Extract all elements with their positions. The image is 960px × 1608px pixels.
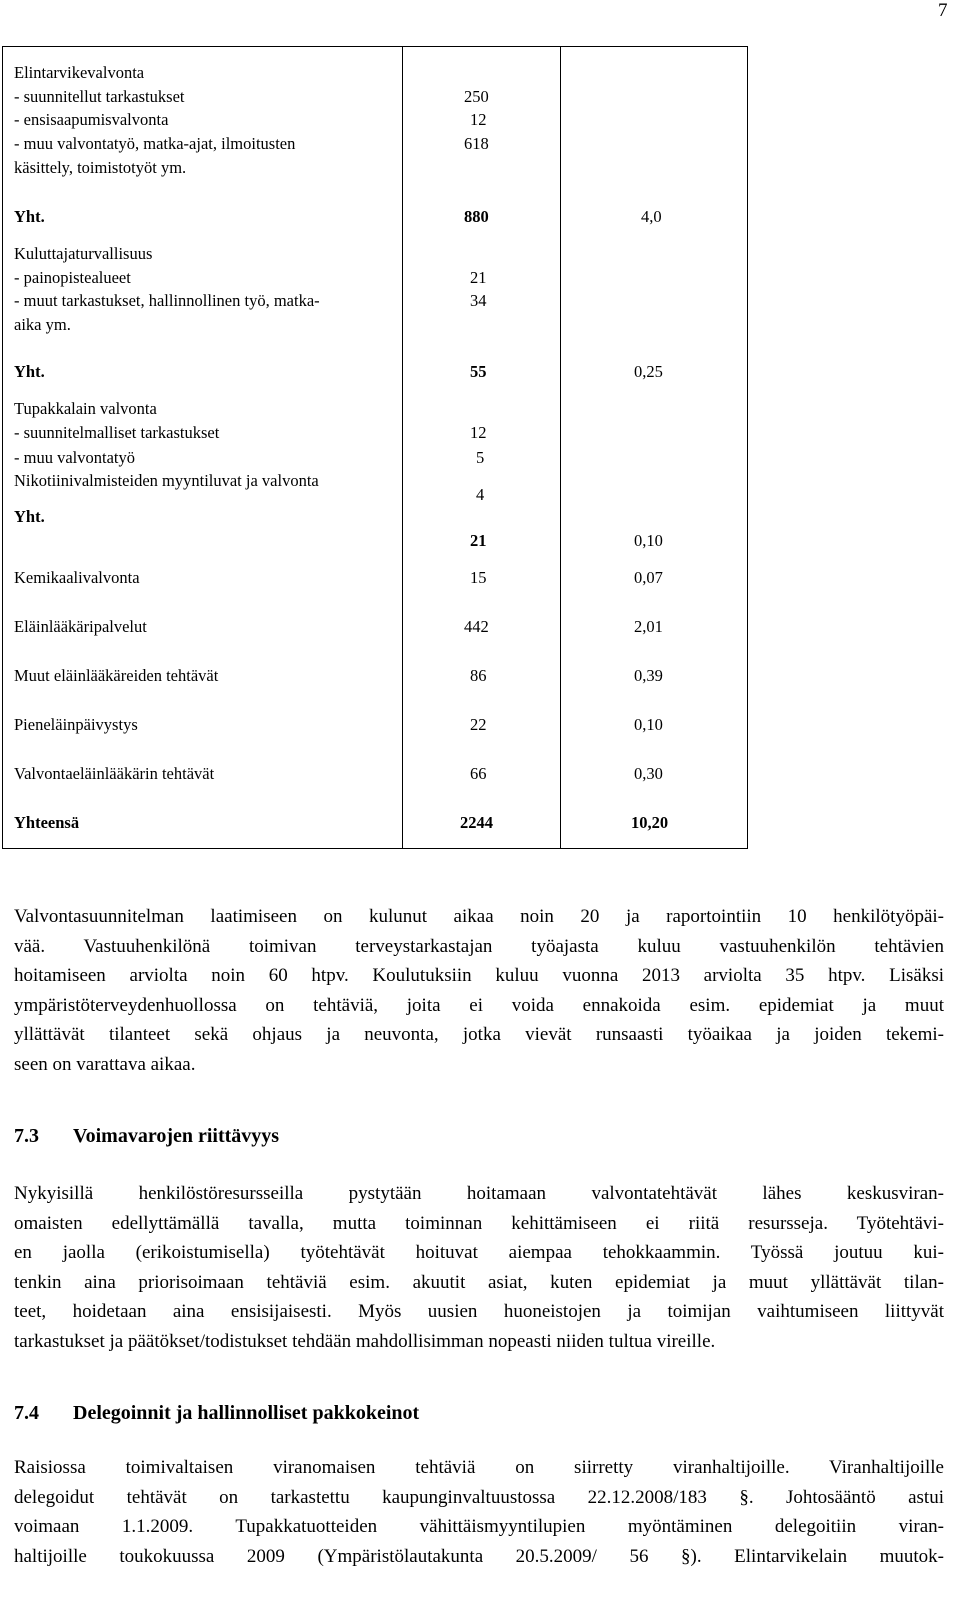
paragraph-line: Nykyisillä henkilöstöresursseilla pystytään hoitamaan valvontatehtävät lähes keskusviran- bbox=[14, 1183, 944, 1204]
paragraph-delegation bbox=[14, 1453, 944, 1571]
row-htv: 0,07 bbox=[634, 568, 663, 587]
section-number: 7.3 bbox=[14, 1125, 39, 1147]
consumer-total-label: Yht. bbox=[14, 362, 45, 381]
tobacco-title: Tupakkalain valvonta bbox=[14, 399, 157, 418]
row-label: Pieneläinpäivystys bbox=[14, 715, 138, 734]
grand-total-label: Yhteensä bbox=[14, 813, 80, 832]
paragraph-line: yllättävät tilanteet sekä ohjaus ja neuvonta, jotka vievät runsaasti työaikaa ja joiden tekemi- bbox=[14, 1024, 944, 1045]
paragraph-line: ympäristöterveydenhuollossa on tehtäviä, joita ei voida ennakoida esim. epidemiat ja muut bbox=[14, 994, 944, 1016]
paragraph-line: seen on varattava aikaa. bbox=[14, 1053, 196, 1075]
food-line: - suunnitellut tarkastukset bbox=[14, 87, 185, 106]
tobacco-total-label: Yht. bbox=[14, 507, 45, 526]
consumer-value: 34 bbox=[470, 291, 487, 310]
row-value: 15 bbox=[470, 568, 487, 587]
row-label: Muut eläinlääkäreiden tehtävät bbox=[14, 666, 219, 685]
paragraph-line: haltijoille toukokuussa 2009 (Ympäristölautakunta 20.5.2009/ 56 §). Elintarvikelain muutok- bbox=[14, 1545, 944, 1567]
food-total-value: 880 bbox=[464, 207, 489, 226]
section-heading-7-3 bbox=[14, 1125, 279, 1148]
row-label: Valvontaeläinlääkärin tehtävät bbox=[14, 764, 215, 783]
row-value: 86 bbox=[470, 666, 487, 685]
paragraph-line: omaisten edellyttämällä tavalla, mutta toiminnan kehittämiseen ei riitä resursseja. Työtehtävi- bbox=[14, 1212, 944, 1234]
row-htv: 0,39 bbox=[634, 666, 663, 685]
paragraph-line: Raisiossa toimivaltaisen viranomaisen tehtäviä on siirretty viranhaltijoille. Viranhaltijoille bbox=[14, 1457, 944, 1478]
food-line: - ensisaapumisvalvonta bbox=[14, 110, 169, 129]
paragraph-line: tarkastukset ja päätökset/todistukset tehdään mahdollisimman nopeasti niiden tultua vireille. bbox=[14, 1330, 716, 1352]
row-htv: 0,30 bbox=[634, 764, 663, 783]
paragraph-line: vää. Vastuuhenkilönä toimivan terveystarkastajan työajasta kuluu vastuuhenkilön tehtävien bbox=[14, 935, 944, 957]
section-title: Voimavarojen riittävyys bbox=[73, 1125, 280, 1147]
page-number: 7 bbox=[938, 0, 948, 21]
consumer-total-value: 55 bbox=[470, 362, 487, 381]
food-value: 12 bbox=[470, 110, 487, 129]
paragraph-workload bbox=[14, 902, 944, 1079]
paragraph-line: Valvontasuunnitelman laatimiseen on kulunut aikaa noin 20 ja raportointiin 10 henkilötyöpäi- bbox=[14, 906, 944, 927]
food-title: Elintarvikevalvonta bbox=[14, 63, 145, 82]
section-heading-7-4 bbox=[14, 1402, 419, 1425]
paragraph-line: en jaolla (erikoistumisella) työtehtävät hoituvat aiempaa tehokkaammin. Työssä joutuu kui- bbox=[14, 1242, 944, 1263]
row-htv: 0,10 bbox=[634, 715, 663, 734]
paragraph-line: teet, hoidetaan aina ensisijaisesti. Myös uusien huoneistojen ja toimijan vaihtumiseen liittyvät bbox=[14, 1301, 944, 1322]
section-title: Delegoinnit ja hallinnolliset pakkokeinot bbox=[73, 1402, 420, 1424]
paragraph-line: voimaan 1.1.2009. Tupakkatuotteiden vähittäismyyntilupien myöntäminen delegoitiin viran- bbox=[14, 1516, 944, 1537]
tobacco-value: 4 bbox=[476, 485, 485, 504]
tobacco-line: - muu valvontatyö bbox=[14, 448, 135, 467]
paragraph-resources bbox=[14, 1179, 944, 1356]
consumer-line: - painopistealueet bbox=[14, 268, 131, 287]
row-value: 442 bbox=[464, 617, 489, 636]
row-value: 66 bbox=[470, 764, 487, 783]
consumer-line: aika ym. bbox=[14, 315, 71, 334]
food-value: 250 bbox=[464, 87, 489, 106]
row-value: 22 bbox=[470, 715, 487, 734]
food-value: 618 bbox=[464, 134, 489, 153]
tobacco-value: 12 bbox=[470, 423, 487, 442]
grand-total-value: 2244 bbox=[460, 813, 493, 832]
tobacco-line: Nikotiinivalmisteiden myyntiluvat ja valvonta bbox=[14, 471, 319, 490]
food-total-label: Yht. bbox=[14, 207, 45, 226]
tobacco-value: 5 bbox=[476, 448, 485, 467]
section-number: 7.4 bbox=[14, 1402, 39, 1424]
consumer-title: Kuluttajaturvallisuus bbox=[14, 244, 153, 263]
consumer-total-htv: 0,25 bbox=[634, 362, 663, 381]
paragraph-line: delegoidut tehtävät on tarkastettu kaupunginvaltuustossa 22.12.2008/183 §. Johtosääntö astui bbox=[14, 1486, 944, 1508]
tobacco-total-htv: 0,10 bbox=[634, 531, 663, 550]
consumer-value: 21 bbox=[470, 268, 487, 287]
food-total-htv: 4,0 bbox=[641, 207, 662, 226]
food-line: käsittely, toimistotyöt ym. bbox=[14, 158, 187, 177]
food-line: - muu valvontatyö, matka-ajat, ilmoitusten bbox=[14, 134, 296, 153]
paragraph-line: tenkin aina priorisoimaan tehtäviä esim. akuutit asiat, kuten epidemiat ja muut yllättävät tilan- bbox=[14, 1271, 944, 1293]
row-label: Eläinlääkäripalvelut bbox=[14, 617, 147, 636]
tobacco-total-value: 21 bbox=[470, 531, 487, 550]
consumer-line: - muut tarkastukset, hallinnollinen työ, matka- bbox=[14, 291, 320, 310]
tobacco-line: - suunnitelmalliset tarkastukset bbox=[14, 423, 220, 442]
grand-total-htv: 10,20 bbox=[631, 813, 669, 832]
row-label: Kemikaalivalvonta bbox=[14, 568, 140, 587]
paragraph-line: hoitamiseen arviolta noin 60 htpv. Koulutuksiin kuluu vuonna 2013 arviolta 35 htpv. Lisäksi bbox=[14, 965, 944, 986]
row-htv: 2,01 bbox=[634, 617, 663, 636]
